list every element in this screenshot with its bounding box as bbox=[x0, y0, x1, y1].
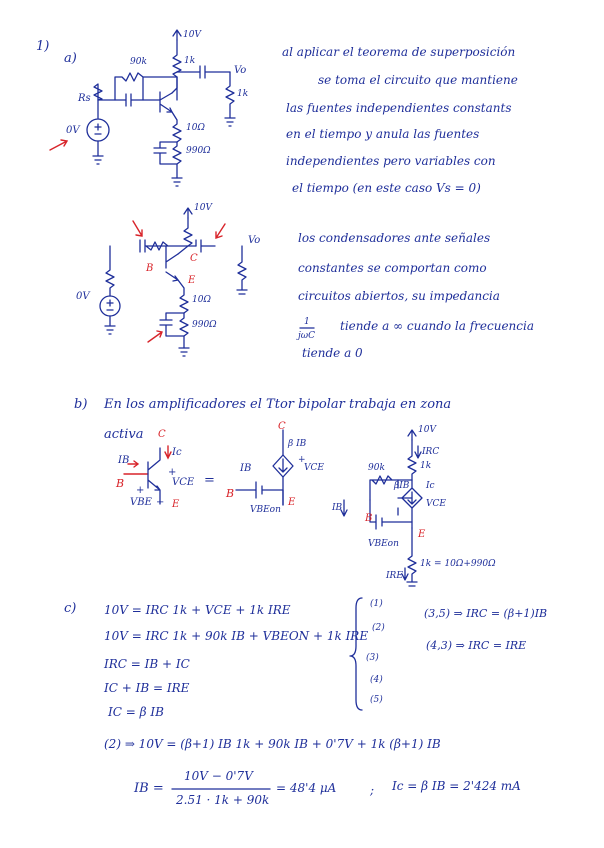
eq-number-4: (4) bbox=[370, 675, 383, 685]
para1-line-4: en el tiempo y anula las fuentes bbox=[286, 127, 480, 141]
part-b-label: b) bbox=[74, 397, 88, 412]
eq-number-1: (1) bbox=[370, 599, 383, 609]
c1-vo-label: Vo bbox=[234, 65, 247, 76]
c1-rs-label: Rs bbox=[78, 93, 91, 104]
model-c-label: C bbox=[278, 421, 286, 432]
c2-base-label: B bbox=[146, 263, 154, 274]
bias-vcc-label: 10V bbox=[418, 425, 436, 435]
bias-rb-label: 90k bbox=[368, 463, 385, 473]
bias-rc-label: 1k bbox=[420, 461, 432, 471]
bias-ib-label: IB bbox=[332, 503, 343, 513]
bjt-ic-label: Ic bbox=[172, 447, 182, 458]
ic-result: Ic = β IB = 2'424 mA bbox=[392, 779, 521, 793]
para1-line-2: se toma el circuito que mantiene bbox=[318, 73, 518, 87]
ib-result: = 48'4 μA bbox=[276, 781, 337, 795]
equation-3: IRC = IB + IC bbox=[104, 657, 190, 671]
bias-b-label: B bbox=[365, 513, 373, 524]
c2-vcc-label: 10V bbox=[194, 203, 212, 213]
para2-line-3: circuitos abiertos, su impedancia bbox=[298, 289, 500, 303]
equation-1: 10V = IRC 1k + VCE + 1k IRE bbox=[104, 603, 291, 617]
eq-number-2: (2) bbox=[372, 623, 385, 633]
bjt-e-label: E bbox=[172, 499, 180, 510]
eq-number-3: (3) bbox=[366, 653, 379, 663]
circuit-2-schematic bbox=[100, 208, 314, 356]
c1-re2-label: 990Ω bbox=[186, 146, 211, 156]
para2-line-2: constantes se comportan como bbox=[298, 261, 487, 275]
c1-rl-label: 1k bbox=[237, 89, 249, 99]
bjt-vce-label: VCE bbox=[172, 477, 195, 488]
result-separator: ; bbox=[370, 783, 375, 797]
model-beta-ib-label: β IB bbox=[288, 439, 307, 449]
bias-e-label: E bbox=[418, 529, 426, 540]
c1-re1-label: 10Ω bbox=[186, 123, 205, 133]
equation-4: IC + IB = IRE bbox=[104, 681, 190, 695]
model-ib-label: IB bbox=[240, 463, 252, 474]
substitution-1: (3,5) ⇒ IRC = (β+1)IB bbox=[424, 607, 548, 620]
para1-line-6: el tiempo (en este caso Vs = 0) bbox=[292, 181, 481, 195]
question-number: 1) bbox=[36, 39, 50, 54]
bjt-c-label: C bbox=[158, 429, 166, 440]
bias-irc-label: IRC bbox=[422, 447, 440, 457]
c1-vs-label: 0V bbox=[66, 125, 80, 136]
bias-ic-label: Ic bbox=[426, 481, 435, 491]
c2-emitter-label: E bbox=[188, 275, 196, 286]
equation-5: IC = β IB bbox=[108, 705, 164, 719]
ib-numerator: 10V − 0'7V bbox=[184, 769, 253, 783]
para2-line-4: tiende a ∞ cuando la frecuencia bbox=[340, 319, 534, 333]
bias-vce-label: VCE bbox=[426, 499, 446, 509]
model-plus: + bbox=[298, 455, 306, 465]
c2-re2-label: 990Ω bbox=[192, 320, 217, 330]
c2-collector-label: C bbox=[190, 253, 198, 264]
model-vce-label: VCE bbox=[304, 463, 324, 473]
model-e-label: E bbox=[288, 497, 296, 508]
para1-line-5: independientes pero variables con bbox=[286, 154, 496, 168]
para2-line-1: los condensadores ante señales bbox=[298, 231, 491, 245]
c2-re1-label: 10Ω bbox=[192, 295, 211, 305]
bjt-vbe-label: VBE bbox=[130, 497, 152, 508]
para2-line-5: tiende a 0 bbox=[302, 346, 363, 360]
bjt-minus: − bbox=[156, 497, 165, 508]
c2-vs-label: 0V bbox=[76, 291, 90, 302]
c2-vo-label: Vo bbox=[248, 235, 261, 246]
bjt-plus-2: + bbox=[136, 485, 145, 496]
para1-line-3: las fuentes independientes constants bbox=[286, 101, 512, 115]
ib-lhs: IB = bbox=[134, 781, 164, 796]
part-a-label: a) bbox=[64, 51, 77, 66]
bjt-b-label: B bbox=[116, 477, 125, 490]
circuit-1-schematic bbox=[50, 30, 235, 186]
c1-vcc-label: 10V bbox=[183, 30, 201, 40]
eq-number-5: (5) bbox=[370, 695, 383, 705]
solving-step: (2) ⇒ 10V = (β+1) IB 1k + 90k IB + 0'7V + 1k (β+1) IB bbox=[104, 737, 441, 751]
bjt-symbol bbox=[124, 446, 171, 504]
fraction-denominator: jωC bbox=[298, 331, 316, 341]
c1-rb-label: 90k bbox=[130, 57, 147, 67]
equation-2: 10V = IRC 1k + 90k IB + VBEON + 1k IRE bbox=[104, 629, 369, 643]
model-b-label: B bbox=[226, 487, 235, 500]
equals-sign: = bbox=[204, 473, 215, 488]
fraction-numerator: 1 bbox=[304, 317, 310, 327]
equation-system-brace bbox=[350, 598, 362, 710]
bjt-plus-1: + bbox=[168, 467, 177, 478]
part-c-label: c) bbox=[64, 601, 77, 616]
para1-line-1: al aplicar el teorema de superposición bbox=[282, 45, 516, 59]
bjt-ib-label: IB bbox=[118, 455, 130, 466]
bias-vbeon-label: VBEon bbox=[368, 539, 399, 549]
bias-beta-ib-label: βIB bbox=[394, 481, 410, 491]
substitution-2: (4,3) ⇒ IRC = IRE bbox=[426, 639, 527, 652]
model-vbeon-label: VBEon bbox=[250, 505, 281, 515]
c1-rc-label: 1k bbox=[184, 56, 196, 66]
bias-circuit-schematic bbox=[341, 430, 422, 586]
bias-re-label: 1k = 10Ω+990Ω bbox=[420, 559, 496, 569]
part-b-text-2: activa bbox=[104, 427, 144, 442]
ib-denominator: 2.51 · 1k + 90k bbox=[176, 793, 270, 807]
bias-ire-label: IRE bbox=[386, 571, 403, 581]
part-b-text-1: En los amplificadores el Ttor bipolar trabaja en zona bbox=[104, 397, 452, 412]
